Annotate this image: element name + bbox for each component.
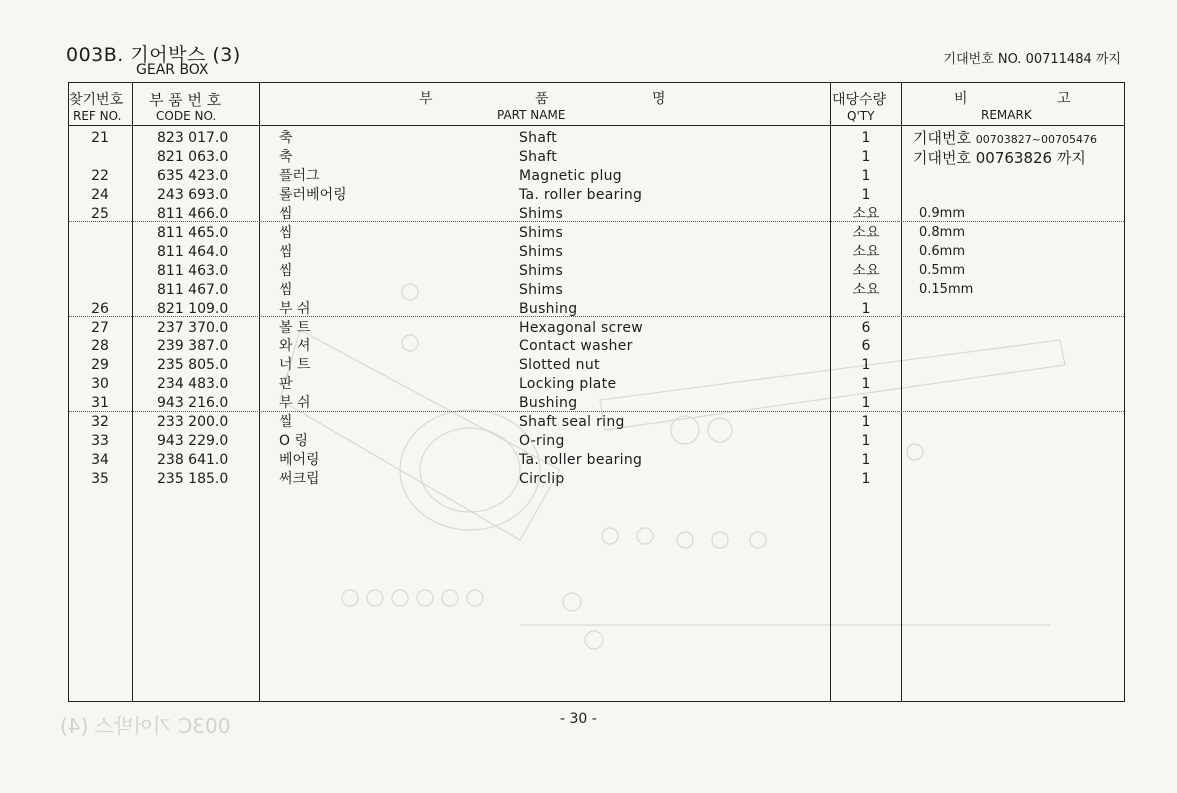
name-header-en: PART NAME bbox=[497, 108, 566, 122]
row-name-ko: 판 bbox=[279, 376, 293, 393]
row-ref: 33 bbox=[91, 433, 109, 450]
row-qty: 6 bbox=[861, 319, 871, 336]
row-name-ko: 부 쉬 bbox=[279, 395, 311, 412]
row-name-en: Shims bbox=[519, 262, 564, 279]
parts-table bbox=[68, 82, 1125, 702]
row-qty: 소요 bbox=[852, 243, 880, 260]
header-divider bbox=[69, 125, 1124, 126]
row-code: 943 216.0 bbox=[157, 395, 229, 412]
row-code: 235 805.0 bbox=[157, 357, 229, 374]
row-code: 811 465.0 bbox=[157, 224, 229, 241]
row-name-ko: 축 bbox=[279, 130, 293, 146]
page-title: 003B. 기어박스 (3) bbox=[66, 44, 241, 66]
row-remark: 0.5mm bbox=[919, 262, 966, 278]
row-name-en: Shims bbox=[519, 281, 564, 298]
row-name-ko: 씰 bbox=[279, 414, 293, 431]
row-name-ko: 축 bbox=[279, 148, 293, 165]
column-divider bbox=[901, 83, 902, 701]
code-header-ko: 부 품 번 호 bbox=[149, 91, 222, 109]
row-name-en: Contact washer bbox=[519, 338, 633, 355]
remark-serial-value: 00703827~00705476 bbox=[975, 133, 1097, 146]
page-number: - 30 - bbox=[560, 711, 597, 727]
row-name-en: Ta. roller bearing bbox=[519, 186, 643, 203]
row-ref: 22 bbox=[91, 167, 109, 184]
row-qty: 1 bbox=[861, 433, 871, 450]
row-remark: 0.6mm bbox=[919, 243, 966, 259]
row-qty: 1 bbox=[861, 130, 871, 146]
row-code: 811 467.0 bbox=[157, 281, 229, 298]
row-name-en: Magnetic plug bbox=[519, 167, 622, 184]
remark-header-ko-2: 고 bbox=[1057, 91, 1071, 107]
row-ref: 29 bbox=[91, 357, 109, 374]
remark-serial-until: 기대번호 00763826 까지 bbox=[913, 149, 1086, 167]
row-name-ko: 롤러베어링 bbox=[279, 186, 347, 203]
row-qty: 1 bbox=[861, 167, 871, 184]
name-header-ko-2: 품 bbox=[535, 91, 549, 107]
row-name-en: Shaft seal ring bbox=[519, 414, 625, 431]
row-name-ko: 부 쉬 bbox=[279, 300, 311, 317]
row-name-ko: 씸 bbox=[279, 262, 293, 279]
row-name-ko: 너 트 bbox=[279, 357, 311, 374]
row-name-en: O-ring bbox=[519, 433, 565, 450]
row-ref: 31 bbox=[91, 395, 109, 412]
column-divider bbox=[259, 83, 260, 701]
row-qty: 6 bbox=[861, 338, 871, 355]
row-name-en: Shims bbox=[519, 243, 564, 260]
row-code: 821 063.0 bbox=[157, 148, 229, 165]
row-code: 811 466.0 bbox=[157, 205, 229, 222]
row-ref: 35 bbox=[91, 471, 109, 488]
row-ref: 27 bbox=[91, 319, 109, 336]
row-name-en: Shaft bbox=[519, 148, 558, 165]
row-name-en: Shaft bbox=[519, 130, 558, 146]
row-name-ko: 와 셔 bbox=[279, 338, 311, 355]
row-qty: 1 bbox=[861, 186, 871, 203]
column-divider bbox=[132, 83, 133, 701]
row-name-ko: 씸 bbox=[279, 224, 293, 241]
row-remark: 0.9mm bbox=[919, 205, 966, 221]
remark-header-en: REMARK bbox=[981, 108, 1032, 122]
page-subtitle: GEAR BOX bbox=[136, 62, 209, 78]
row-code: 821 109.0 bbox=[157, 300, 229, 317]
row-name-ko: 써크립 bbox=[279, 471, 320, 488]
ref-header-en: REF NO. bbox=[73, 109, 122, 123]
row-remark: 0.15mm bbox=[919, 281, 974, 297]
row-ref: 34 bbox=[91, 452, 109, 469]
row-ref: 26 bbox=[91, 300, 109, 317]
row-code: 235 185.0 bbox=[157, 471, 229, 488]
row-code: 811 464.0 bbox=[157, 243, 229, 260]
row-name-en: Ta. roller bearing bbox=[519, 452, 643, 469]
row-qty: 1 bbox=[861, 376, 871, 393]
remark-header-ko-1: 비 bbox=[954, 91, 968, 107]
row-ref: 25 bbox=[91, 205, 109, 222]
row-name-ko: 플러그 bbox=[279, 167, 320, 184]
row-code: 237 370.0 bbox=[157, 319, 229, 336]
row-qty: 1 bbox=[861, 148, 871, 165]
row-name-ko: 씸 bbox=[279, 205, 293, 222]
code-header-en: CODE NO. bbox=[156, 109, 217, 123]
row-name-ko: 씸 bbox=[279, 243, 293, 260]
row-name-ko: 씸 bbox=[279, 281, 293, 298]
row-qty: 소요 bbox=[852, 224, 880, 241]
row-code: 243 693.0 bbox=[157, 186, 229, 203]
row-name-ko: 볼 트 bbox=[279, 319, 311, 336]
row-qty: 1 bbox=[861, 395, 871, 412]
row-qty: 1 bbox=[861, 300, 871, 317]
row-code: 234 483.0 bbox=[157, 376, 229, 393]
row-code: 233 200.0 bbox=[157, 414, 229, 431]
row-name-en: Circlip bbox=[519, 471, 565, 488]
row-qty: 소요 bbox=[852, 205, 880, 222]
row-code: 635 423.0 bbox=[157, 167, 229, 184]
row-name-en: Shims bbox=[519, 205, 564, 222]
row-ref: 28 bbox=[91, 338, 109, 355]
row-ref: 24 bbox=[91, 186, 109, 203]
row-name-en: Hexagonal screw bbox=[519, 319, 644, 336]
row-name-en: Shims bbox=[519, 224, 564, 241]
row-name-ko: O 링 bbox=[279, 433, 308, 450]
row-qty: 1 bbox=[861, 357, 871, 374]
row-ref: 30 bbox=[91, 376, 109, 393]
row-name-en: Bushing bbox=[519, 300, 578, 317]
row-code: 823 017.0 bbox=[157, 130, 229, 146]
row-code: 239 387.0 bbox=[157, 338, 229, 355]
row-name-ko: 베어링 bbox=[279, 452, 320, 469]
row-ref: 32 bbox=[91, 414, 109, 431]
remark-serial-label: 기대번호 bbox=[913, 129, 971, 147]
row-remark: 0.8mm bbox=[919, 224, 966, 240]
row-code: 943 229.0 bbox=[157, 433, 229, 450]
qty-header-en: Q'TY bbox=[847, 109, 875, 123]
serial-number-note: 기대번호 NO. 00711484 까지 bbox=[943, 52, 1121, 67]
name-header-ko-1: 부 bbox=[419, 91, 433, 107]
remark-serial-range bbox=[913, 127, 1097, 148]
row-ref: 21 bbox=[91, 130, 109, 146]
row-qty: 1 bbox=[861, 471, 871, 488]
row-code: 811 463.0 bbox=[157, 262, 229, 279]
name-header-ko-3: 명 bbox=[652, 91, 666, 107]
row-name-en: Bushing bbox=[519, 395, 578, 412]
row-name-en: Slotted nut bbox=[519, 357, 600, 374]
ref-header-ko: 찾기번호 bbox=[69, 92, 124, 108]
row-qty: 소요 bbox=[852, 281, 880, 298]
qty-header-ko: 대당수량 bbox=[832, 92, 887, 108]
row-qty: 1 bbox=[861, 452, 871, 469]
row-qty: 소요 bbox=[852, 262, 880, 279]
bleed-through-text: 003C 기어박스 (4) bbox=[60, 714, 231, 738]
row-code: 238 641.0 bbox=[157, 452, 229, 469]
row-qty: 1 bbox=[861, 414, 871, 431]
row-name-en: Locking plate bbox=[519, 376, 617, 393]
